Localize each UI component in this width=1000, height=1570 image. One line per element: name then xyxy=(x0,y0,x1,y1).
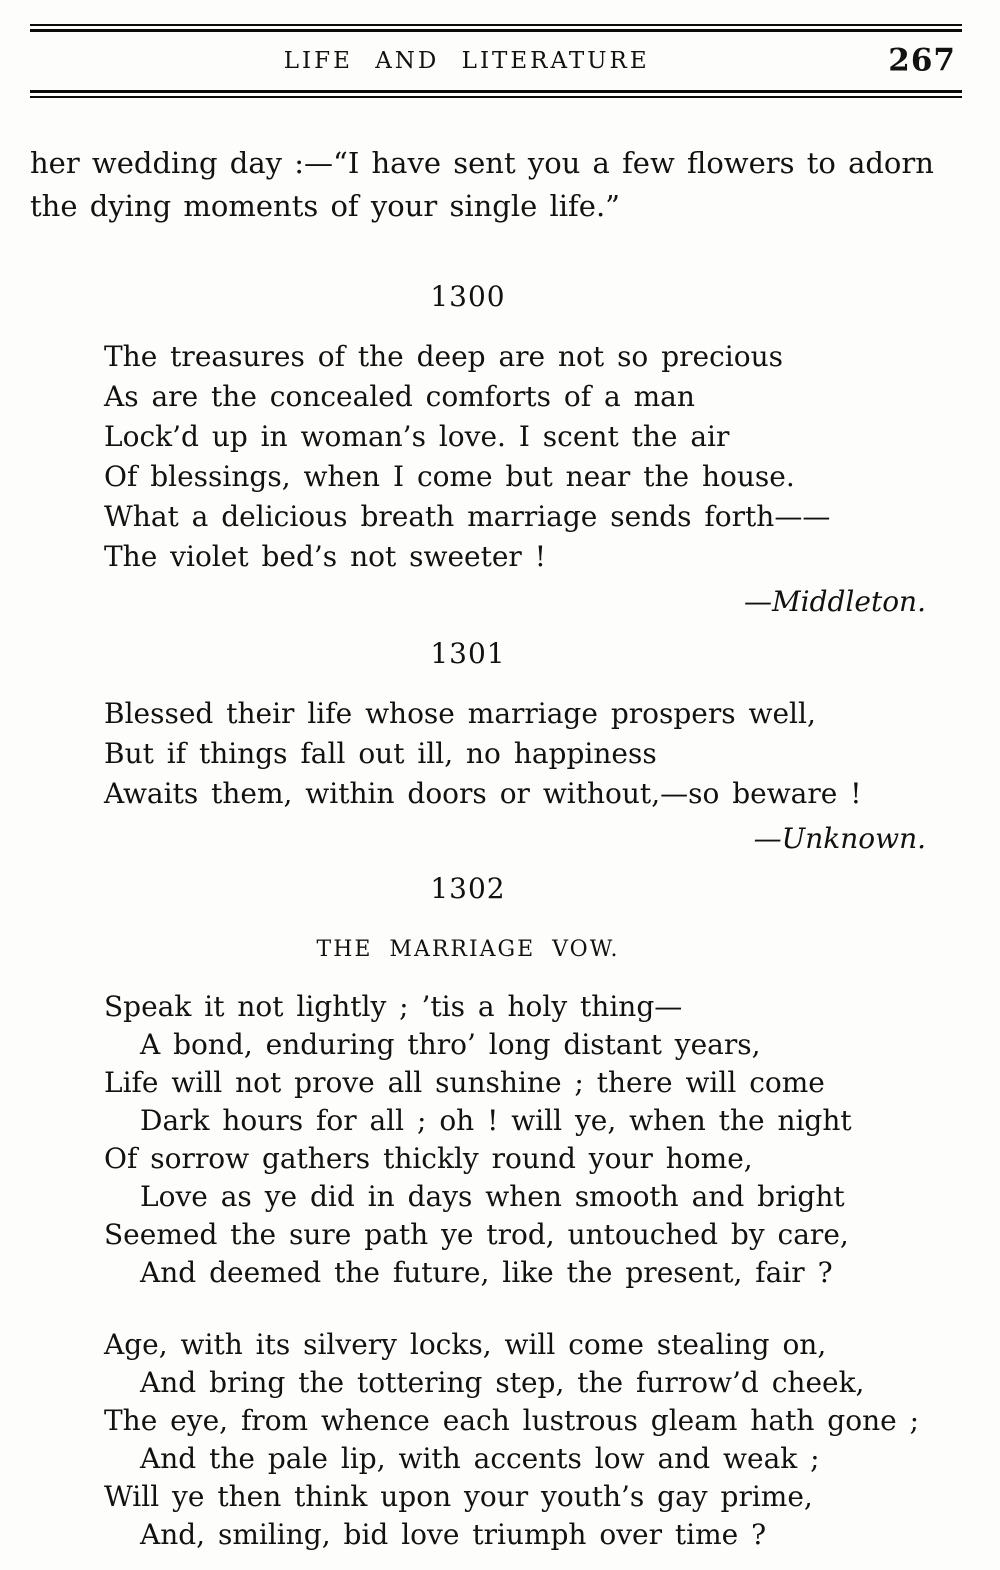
running-head xyxy=(30,32,962,90)
poem-line: Dark hours for all ; oh ! will ye, when the night xyxy=(140,1104,852,1137)
poem-1300 xyxy=(104,337,962,577)
intro-line: her wedding day :—“I have sent you a few flowers to adorn xyxy=(30,146,934,180)
poem-line: What a delicious breath marriage sends forth—— xyxy=(104,500,831,533)
poem-line: Lock’d up in woman’s love. I scent the air xyxy=(104,420,730,453)
poem-number-1301: 1301 xyxy=(430,637,506,670)
poem-line: Of blessings, when I come but near the house. xyxy=(104,460,795,493)
poem-line: Love as ye did in days when smooth and bright xyxy=(140,1180,845,1213)
poem-number-1300: 1300 xyxy=(430,280,506,313)
poem-line: Life will not prove all sunshine ; there will come xyxy=(104,1066,825,1099)
poem-line: Of sorrow gathers thickly round your home, xyxy=(104,1142,753,1175)
poem-attribution: —Middleton. xyxy=(743,585,926,618)
poem-line: As are the concealed comforts of a man xyxy=(104,380,695,413)
header-bottom-double-rule xyxy=(30,90,962,98)
poem-line: The eye, from whence each lustrous gleam hath gone ; xyxy=(104,1404,920,1437)
poem-1301 xyxy=(104,694,962,814)
poem-line: Blessed their life whose marriage prospers well, xyxy=(104,697,816,730)
poem-line: And bring the tottering step, the furrow’d cheek, xyxy=(140,1366,865,1399)
poem-number-1302: 1302 xyxy=(430,872,506,905)
poem-line: Speak it not lightly ; ’tis a holy thing— xyxy=(104,990,683,1023)
running-head-title: LIFE AND LITERATURE xyxy=(283,48,650,74)
poem-line: A bond, enduring thro’ long distant years, xyxy=(140,1028,761,1061)
poem-line: Age, with its silvery locks, will come stealing on, xyxy=(104,1328,827,1361)
page-number: 267 xyxy=(888,42,956,79)
poem-title: THE MARRIAGE VOW. xyxy=(316,937,620,962)
poem-attribution: —Unknown. xyxy=(753,822,926,855)
poem-1302-stanza-2 xyxy=(104,1326,962,1554)
poem-line: And, smiling, bid love triumph over time ? xyxy=(140,1518,767,1551)
poem-line: And deemed the future, like the present, fair ? xyxy=(140,1256,833,1289)
intro-line: the dying moments of your single life.” xyxy=(30,189,620,223)
top-double-rule xyxy=(30,24,962,32)
poem-line: Will ye then think upon your youth’s gay prime, xyxy=(104,1480,813,1513)
poem-line: Seemed the sure path ye trod, untouched by care, xyxy=(104,1218,849,1251)
poem-line: And the pale lip, with accents low and weak ; xyxy=(140,1442,820,1475)
poem-1302-stanza-1 xyxy=(104,988,962,1292)
intro-paragraph xyxy=(30,142,962,228)
poem-line: The treasures of the deep are not so precious xyxy=(104,340,783,373)
poem-line: The violet bed’s not sweeter ! xyxy=(104,540,546,573)
poem-line: But if things fall out ill, no happiness xyxy=(104,737,657,770)
poem-line: Awaits them, within doors or without,—so beware ! xyxy=(104,777,862,810)
